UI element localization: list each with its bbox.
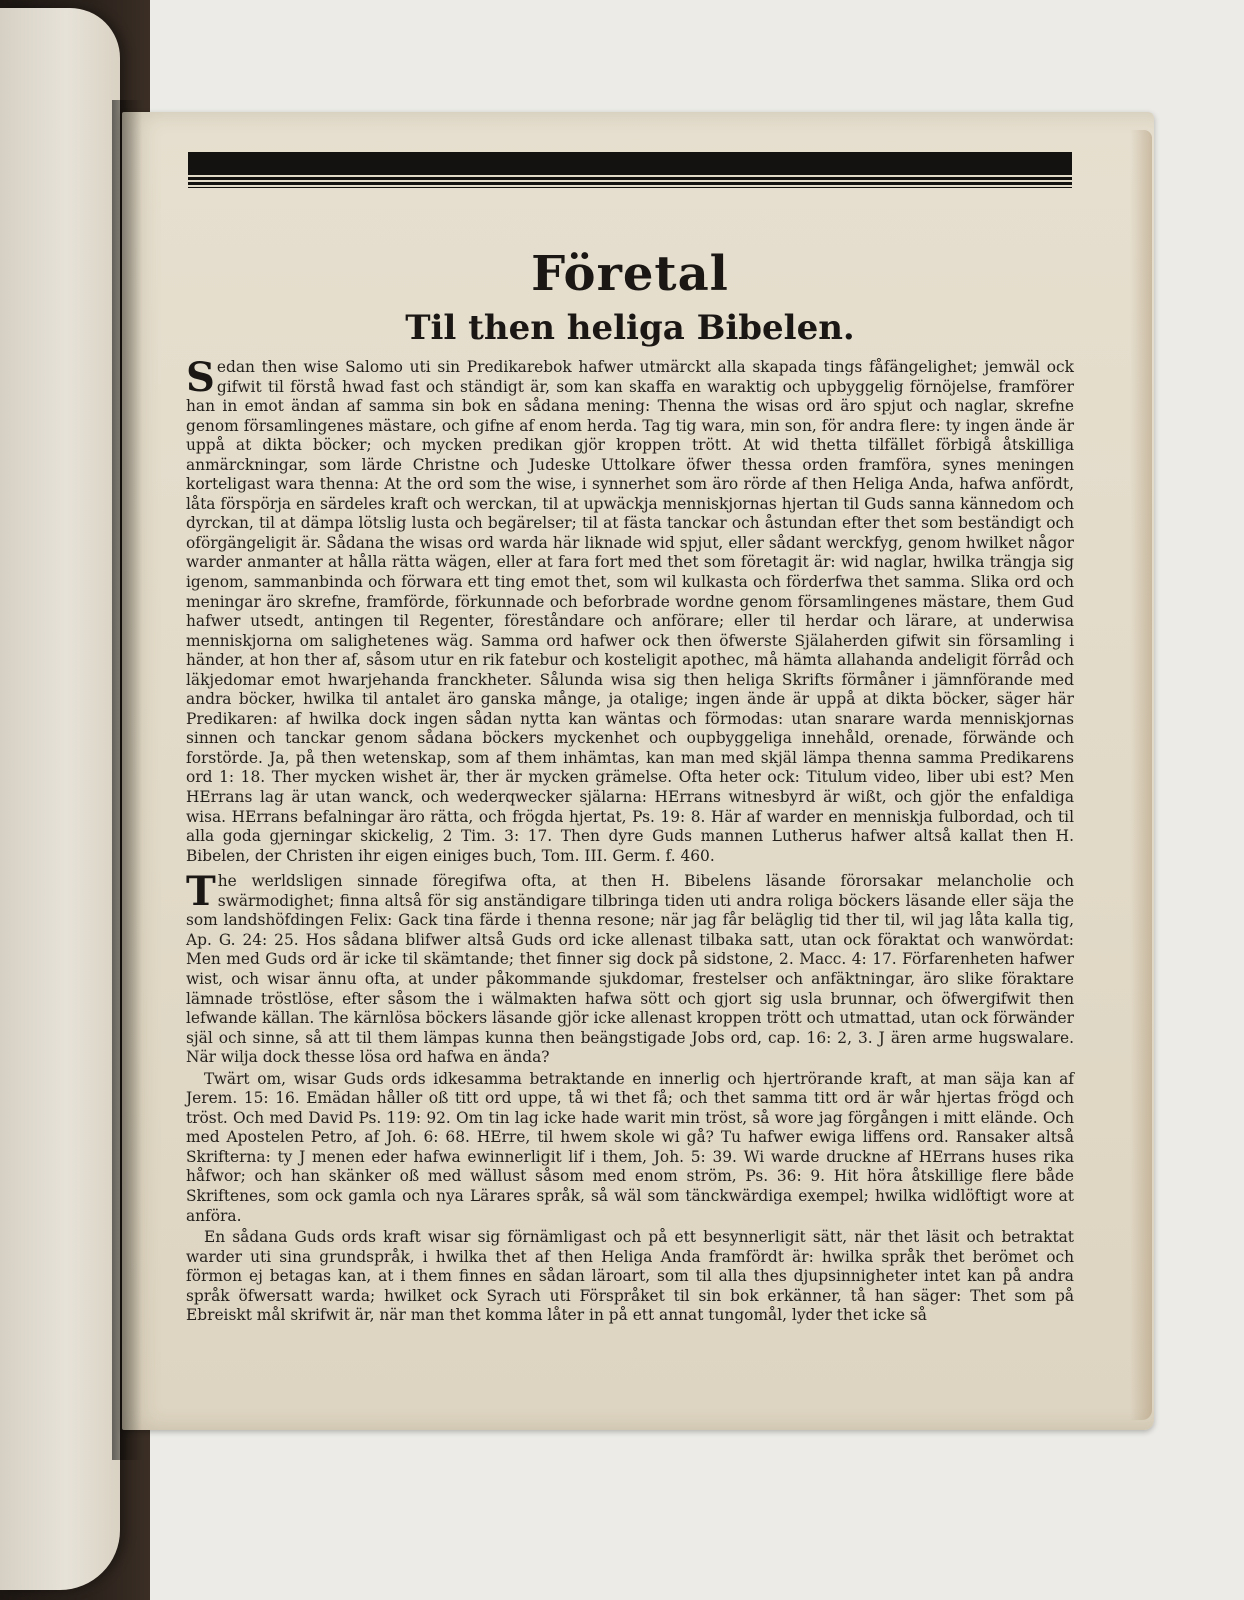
page-right-edge xyxy=(1130,130,1152,1420)
page-title: Företal xyxy=(531,246,729,302)
left-page-edge xyxy=(0,8,120,1590)
page-subtitle: Til then heliga Bibelen. xyxy=(405,308,855,348)
drop-cap: S xyxy=(186,354,215,401)
header-rule-bold xyxy=(188,152,1072,172)
paragraph-3: Twärt om, wisar Guds ords idkesamma betraktande en innerlig och hjertrörande kraft, at man säja kan af Jerem. 15: 16. Emädan håller oß titt ord uppe, tå wi thet få; och thet samma titt ord är wår hjertas frögd och tröst. Och med David Ps. 119: 92. Om tin lag icke hade warit min tröst, så wore jag förgången i mitt elände. Och med Apostelen Petro, af Joh. 6: 68. HErre, til hwem skole wi gå? Tu hafwer ewiga liffens ord. Ransaker altså Skrifterna: ty J menen eder hafwa ewinnerligit lif i them, Joh. 5: 39. Wi warde druckne af HErrans huses rika håfwor; och han skänker oß med wällust såsom med enom ström, Ps. 36: 9. Hit höra åtskillige flere både Skriftenes, som ock gamla och nya Lärares språk, så wäl som tänckwärdiga exempel; hwilka widlöftigt wore at anföra. xyxy=(186,1069,1074,1225)
spine-shadow xyxy=(112,100,142,1460)
paragraph-4: En sådana Guds ords kraft wisar sig förnämligast och på ett besynnerligit sätt, när thet läsit och betraktat warder uti sina grundspråk, i hwilka thet af then Heliga Anda framfördt är: hwilka språk thet berömet och förmon ej betagas kan, at i them finnes en sådan läroart, som til alla thes djupsinnigheter intet kan på andra språk öfwersatt warda; hwilket ock Syrach uti Förspråket til sin bok erkänner, tå han säger: Thet som på Ebreiskt mål skrifwit är, när man thet komma låter in på ett annat tungomål, lyder thet icke så xyxy=(186,1228,1074,1325)
paragraph-text: he werldsligen sinnade föregifwa ofta, at then H. Bibelens läsande förorsakar melancholie och swärmodighet; finna altså för sig anständigare tilbringa tiden uti andra roliga böckers läsande eller säja the som landshöfdingen Felix: Gack tina färde i thenna resone; när jag får beläglig tid ther til, wil jag låta kalla tig, Ap. G. 24: 25. Hos sådana blifwer altså Guds ord icke allenast tilbaka satt, utan ock föraktat och wanwördat: Men med Guds ord är icke til skämtande; thet finner sig dock på sidstone, 2. Macc. 4: 17. Förfarenheten hafwer wist, och wisar ännu ofta, at under påkommande sjukdomar, frestelser och anfäktningar, äro slike föraktare lämnade tröstlöse, efter såsom the i wälmakten hafwa sött och gjort sig usla brunnar, och öfwergifwit then lefwande källan. The kärnlösa böckers läsande gjör icke allenast kroppen trött och utmattad, utan ock förwänder själ och sinne, så att til them lämpas kunna then beängstigade Jobs ord, cap. 16: 2, 3. J ären arme hugswalare. När wilja dock thesse lösa ord hafwa en ända? xyxy=(186,872,1074,1067)
body-text xyxy=(186,354,1074,1326)
paragraph-1 xyxy=(186,354,1074,866)
drop-cap: T xyxy=(186,868,216,916)
paragraph-text: edan then wise Salomo uti sin Predikarebok hafwer utmärckt alla skapada tings fåfängelighet; jemwäl ock gifwit til förstå hwad fast och ständigt är, som kan skaffa en waraktig och upbyggelig förnöjelse, framförer han in emot ändan af samma sin bok en sådana mening: Thenna the wisas ord äro spjut och naglar, skrefne genom församlingenes mästare, och gifne af enom herda. Tag tig wara, min son, för andra flere: ty ingen ände är uppå at dikta böcker; och mycken predikan gjör kroppen trött. At wid thetta tilfället förbigå åtskilliga anmärckningar, som lärde Christne och Judeske Uttolkare öfwer thessa orden framföra, synes meningen korteligast wara thenna: At the ord som the wise, i synnerhet som äro rörde af then Heliga Anda, hafwa anfördt, låta förspörja en särdeles kraft och werckan, til at upwäckja menniskjornas hjertan til Guds sanna kännedom och dyrckan, til at dämpa lötslig lusta och begärelser; til at fästa tanckar och åstundan efter thet som beständigt och oförgängeligit är. Sådana the wisas ord warda här liknade wid spjut, eller sådant werckfyg, genom hwilket någor warder anmanter at hålla rätta wägen, eller at fara fort med thet som företagit är: wid naglar, hwilka trängja sig igenom, sammanbinda och förwara ett ting emot thet, som wil kulkasta och förderfwa thet samma. Slika ord och meningar äro skrefne, framförde, förkunnade och beforbrade wordne genom församlingenes mästare, them Gud hafwer utsedt, antingen til Regenter, föreståndare och anförare; eller til herdar och lärare, at underwisa menniskjorna om salighetenes wäg. Samma ord hafwer ock then öfwerste Själaherden gifwit sin församling i händer, at hon ther af, såsom utur en rik fatebur och kosteligit apothec, må hämta allahanda andeligit förråd och läkjedomar emot hwarjehanda franckheter. Sålunda wisa sig then heliga Skrifts förmåner i jämnförande med andra böcker, hwilka til antalet äro ganska månge, ja otalige; ingen ände är uppå at dikta böcker, säger här Predikaren: af hwilka dock ingen sådan nytta kan wäntas och förmodas: utan snarare warda menniskjornas sinnen och tanckar genom sådana böckers myckenhet och oupbyggeliga innehåld, orenade, förwände och forstörde. Ja, på then wetenskap, som af them inhämtas, kan man med skjäl lämpa thenna samma Predikarens ord 1: 18. Ther mycken wishet är, ther är mycken grämelse. Ofta heter ock: Titulum video, liber ubi est? Men HErrans lag är utan wanck, och wederqwecker själarna: HErrans witnesbyrd är wißt, och gjör the enfaldiga wisa. HErrans befalningar äro rätta, och frögda hjertat, Ps. 19: 8. Här af warder en menniskja fulbordad, och til alla goda gjerningar skickelig, 2 Tim. 3: 17. Then dyre Guds mannen Lutherus hafwer altså kallat then H. Bibelen, der Christen ihr eigen einiges buch, Tom. III. Germ. f. 460. xyxy=(186,358,1074,865)
paragraph-2 xyxy=(186,868,1074,1067)
